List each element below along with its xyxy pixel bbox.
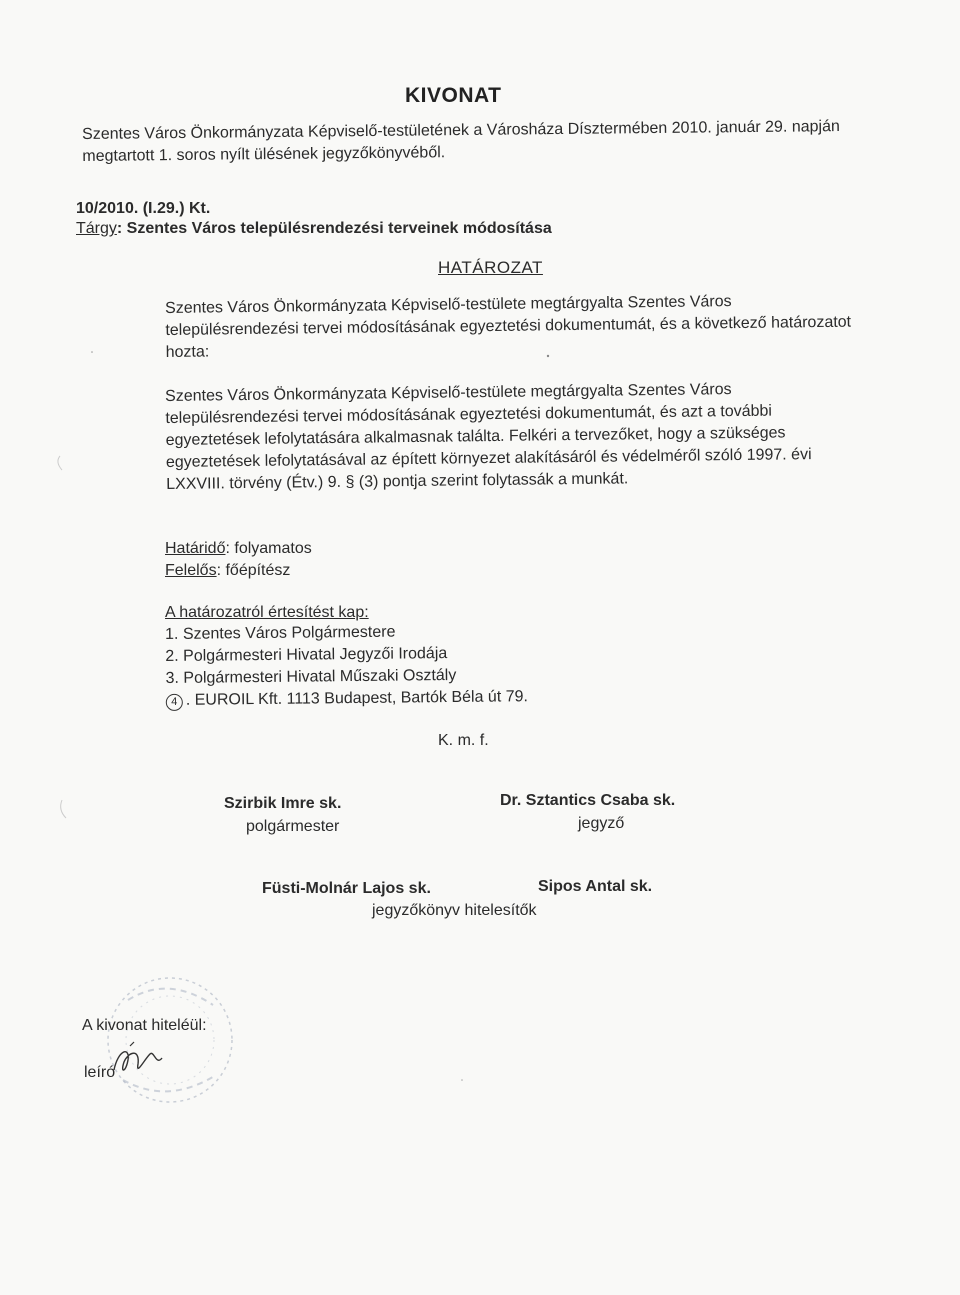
- kmf-mark: K. m. f.: [438, 732, 489, 749]
- subject-text: : Szentes Város településrendezési terveinek módosítása: [116, 220, 552, 237]
- document-title: KIVONAT: [405, 84, 502, 107]
- writer-label: leíró: [84, 1064, 116, 1081]
- subject-label: Tárgy: [76, 220, 117, 237]
- list-item-text: . EUROIL Kft. 1113 Budapest, Bartók Béla út 79.: [185, 688, 528, 709]
- circled-number: 4: [166, 694, 183, 711]
- deadline-label: Határidő: [165, 540, 226, 557]
- authenticators-role: jegyzőkönyv hitelesítők: [372, 902, 537, 919]
- authenticator-1-name: Füsti-Molnár Lajos sk.: [262, 880, 431, 897]
- paragraph-2: Szentes Város Önkormányzata Képviselő-testülete megtárgyalta Szentes Város településrendezési tervei módosításának egyeztetési dokumentumát, és azt a további egyeztetések lefolytatására alkalmasnak találta. Felkéri a tervezőket, hogy a szükséges egyeztetések lefolytatásával az épített környezet alakításáról és védelméről szóló 1997. évi LXXVIII. törvény (Étv.) 9. § (3) pontja szerint folytassák a munkát.: [165, 381, 812, 493]
- responsible-value: : főépítész: [216, 562, 291, 579]
- list-item: 3. Polgármesteri Hivatal Műszaki Osztály: [165, 666, 457, 687]
- resolution-number: 10/2010. (I.29.) Kt.: [76, 200, 211, 217]
- notify-title: A határozatról értesítést kap:: [165, 604, 369, 621]
- authentication-line: A kivonat hiteléül:: [82, 1017, 207, 1034]
- notary-role: jegyző: [578, 815, 625, 832]
- intro-text: Szentes Város Önkormányzata Képviselő-testületének a Városháza Dísztermében 2010. január 29. napján megtartott 1. soros nyílt ülésének jegyzőkönyvéből.: [82, 118, 840, 165]
- list-item: 1. Szentes Város Polgármestere: [165, 623, 396, 643]
- responsible-label: Felelős: [165, 562, 217, 579]
- resolution-heading: HATÁROZAT: [438, 258, 543, 277]
- paragraph-1: Szentes Város Önkormányzata Képviselő-testülete megtárgyalta Szentes Város településrendezési tervei módosításának egyeztetési dokumentumát, és a következő határozatot hozta:: [165, 293, 852, 361]
- mayor-role: polgármester: [246, 818, 340, 835]
- mayor-name: Szirbik Imre sk.: [224, 795, 342, 812]
- authenticator-2-name: Sipos Antal sk.: [538, 878, 653, 895]
- deadline-value: : folyamatos: [225, 540, 312, 557]
- notary-name: Dr. Sztantics Csaba sk.: [500, 792, 676, 809]
- list-item: 2. Polgármesteri Hivatal Jegyzői Irodája: [165, 645, 448, 665]
